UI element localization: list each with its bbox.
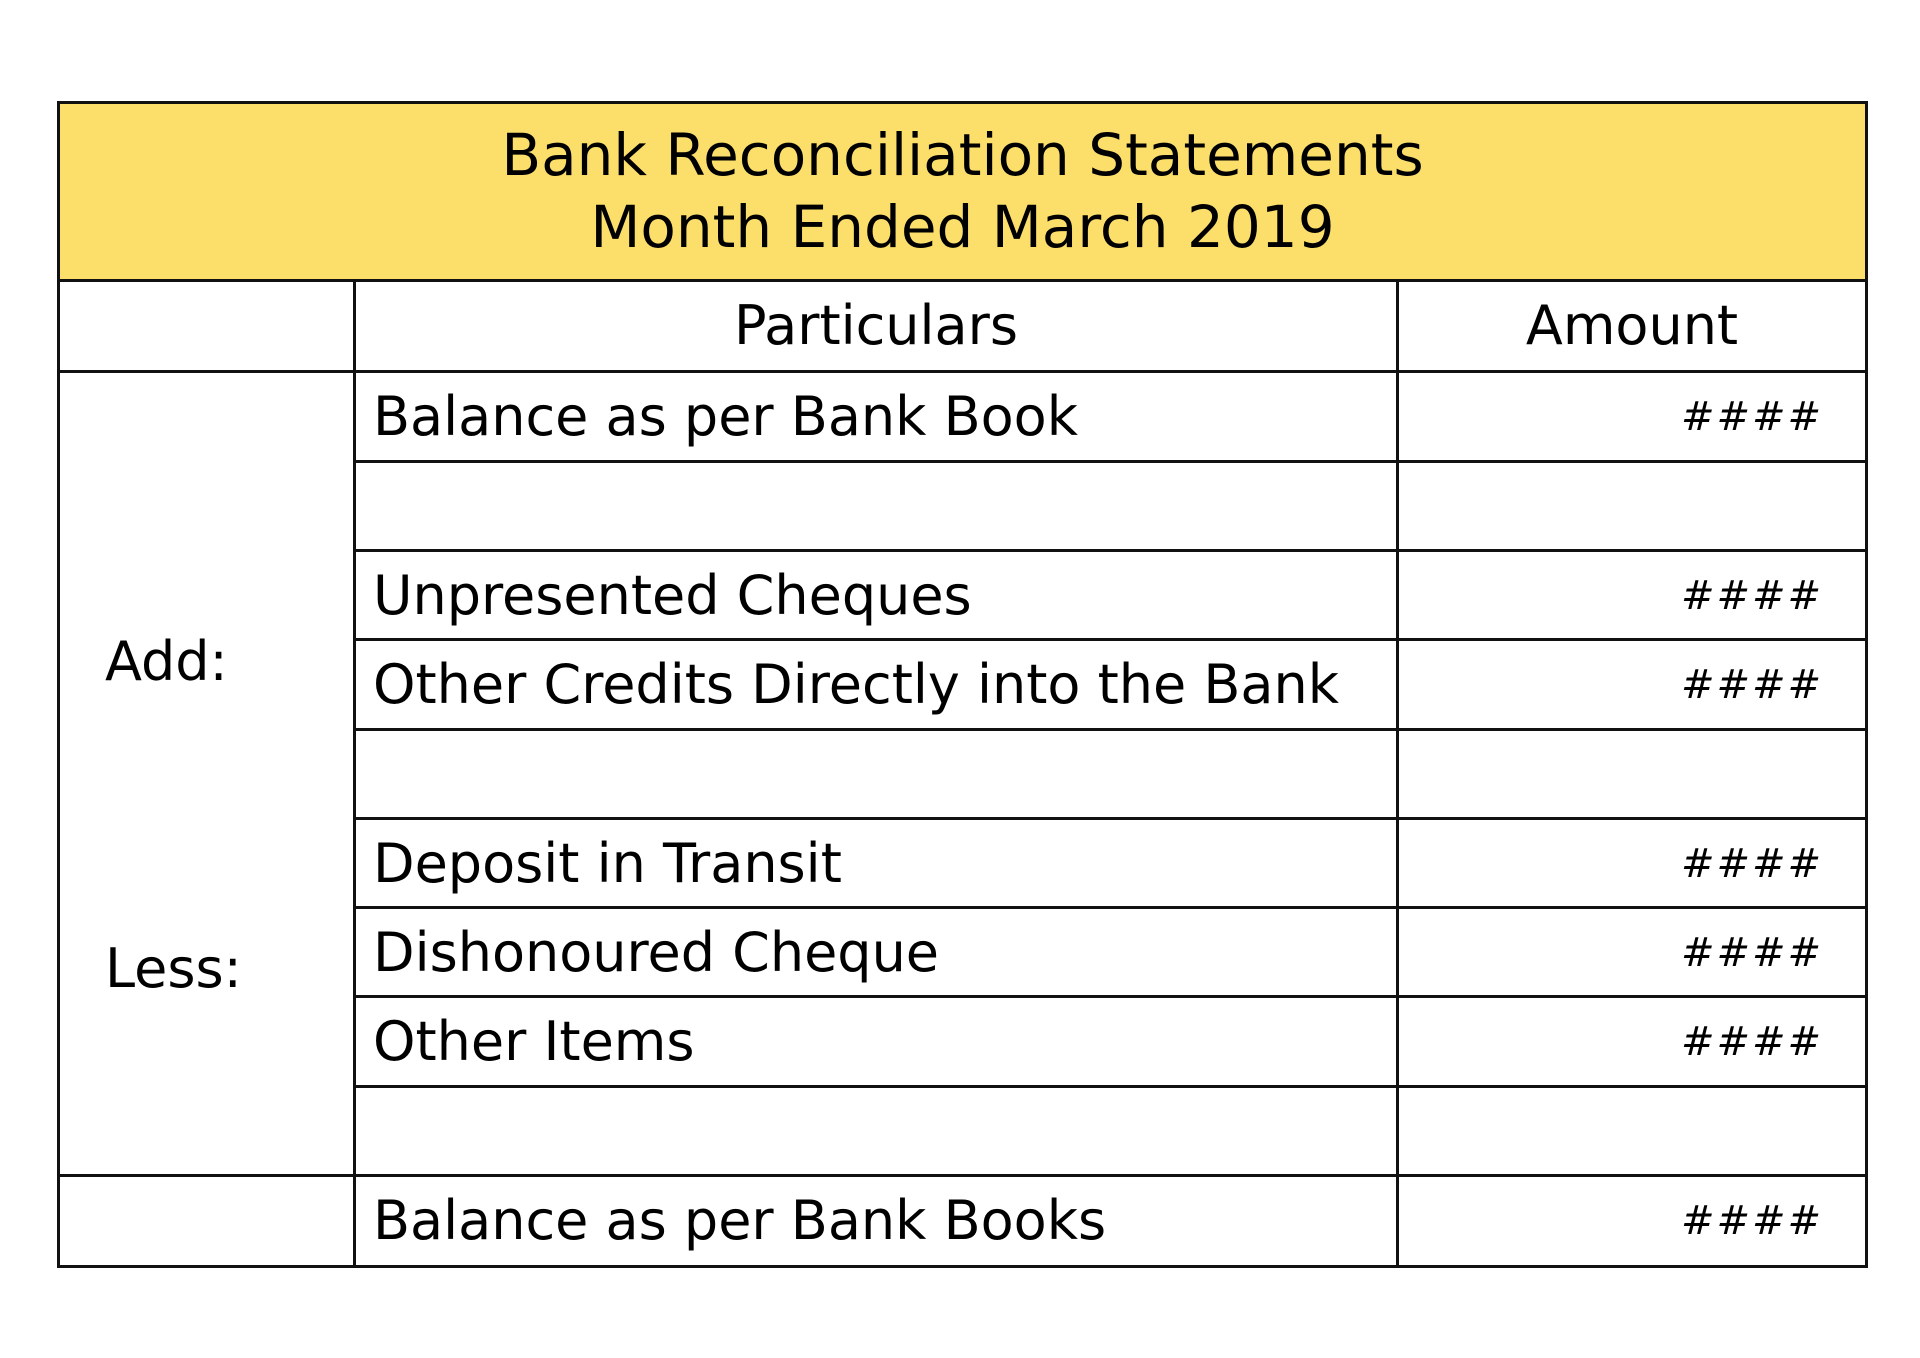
row-amount: #### — [1680, 930, 1823, 976]
row-particular: Deposit in Transit — [373, 832, 842, 895]
add-label: Add: — [105, 630, 228, 693]
closing-balance-label: Balance as per Bank Books — [373, 1189, 1107, 1252]
table-header — [60, 104, 1865, 282]
closing-balance-amount: #### — [1680, 1198, 1823, 1244]
column-divider-amount — [1396, 282, 1399, 1265]
column-header-particulars: Particulars — [734, 294, 1018, 357]
column-header-amount: Amount — [1525, 294, 1739, 357]
row-particular: Unpresented Cheques — [373, 564, 972, 627]
less-label: Less: — [105, 937, 242, 1000]
row-particular: Balance as per Bank Book — [373, 385, 1078, 448]
statement-title: Bank Reconciliation Statements — [501, 121, 1424, 189]
statement-period: Month Ended March 2019 — [590, 193, 1335, 261]
column-divider-label — [353, 282, 356, 1265]
row-amount: #### — [1680, 662, 1823, 708]
row-particular: Other Items — [373, 1010, 695, 1073]
row-amount: #### — [1680, 1019, 1823, 1065]
row-amount: #### — [1680, 394, 1823, 440]
row-amount: #### — [1680, 841, 1823, 887]
row-particular: Dishonoured Cheque — [373, 921, 940, 984]
row-particular: Other Credits Directly into the Bank — [373, 653, 1340, 716]
row-amount: #### — [1680, 573, 1823, 619]
table-body — [60, 282, 1865, 1265]
reconciliation-table — [57, 101, 1868, 1268]
